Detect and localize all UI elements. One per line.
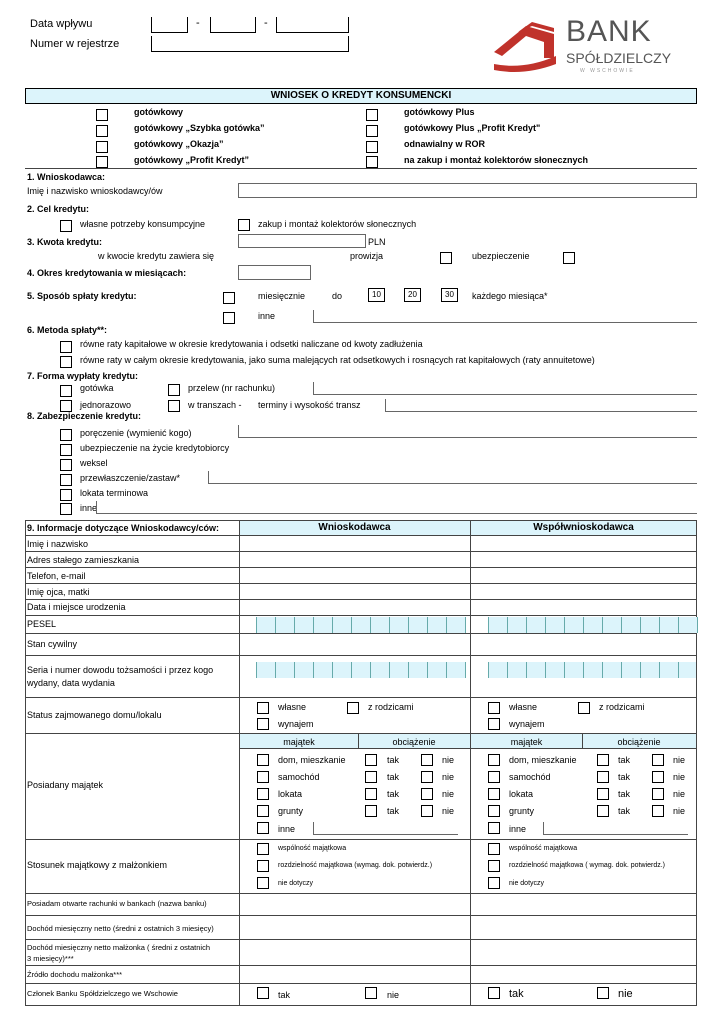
housing-parents-checkbox[interactable]: [347, 702, 359, 714]
housing-own-checkbox[interactable]: [257, 702, 269, 714]
row-label-phone: Telefon, e-mail: [27, 571, 86, 581]
asset-checkbox[interactable]: [257, 788, 269, 800]
housing-parents-checkbox-co[interactable]: [578, 702, 590, 714]
row-line: [25, 915, 697, 916]
nie-label: nie: [442, 789, 455, 799]
member-no-checkbox[interactable]: [365, 987, 377, 999]
nie-label-co: nie: [673, 806, 686, 816]
type-label: gotówkowy „Profit Kredyt”: [134, 155, 250, 165]
row-label-assets: Posiadany majątek: [27, 780, 104, 790]
type-checkbox[interactable]: [366, 109, 378, 121]
tak-label: tak: [387, 755, 400, 765]
asset-label-co: grunty: [509, 806, 535, 816]
each-month-label: każdego miesiąca*: [472, 291, 548, 301]
purpose-own-checkbox[interactable]: [60, 220, 72, 232]
row-line: [25, 965, 697, 966]
asset-label: grunty: [278, 806, 304, 816]
type-checkbox[interactable]: [96, 141, 108, 153]
assets-header-co: majątek: [510, 737, 543, 747]
asset-checkbox-co[interactable]: [488, 805, 500, 817]
tak-label-co: tak: [618, 806, 631, 816]
nie-label-co: nie: [673, 789, 686, 799]
tak-label-co: tak: [618, 755, 631, 765]
member-yes-label-co: tak: [509, 988, 524, 1000]
row-label-parents: Imię ojca, matki: [27, 587, 90, 597]
nie-checkbox-co[interactable]: [652, 788, 664, 800]
one-time-label: jednorazowo: [80, 400, 132, 410]
tak-checkbox[interactable]: [365, 805, 377, 817]
member-no-label: nie: [387, 990, 400, 1000]
purpose-own-label: własne potrzeby konsumpcyjne: [80, 219, 206, 229]
method-annuity-label: równe raty w całym okresie kredytowania, jako suma malejących rat odsetkowych i rosnących rat kapitałowych (raty annuitetowe): [80, 355, 595, 365]
row-line: [25, 655, 697, 656]
section-9-title: 9. Informacje dotyczące Wnioskodawcy/ców:: [27, 523, 220, 533]
row-label-name: Imię i nazwisko: [27, 539, 89, 549]
row-line: [25, 939, 697, 940]
tak-checkbox[interactable]: [365, 771, 377, 783]
row-label-pesel: PESEL: [27, 619, 57, 629]
housing-own-label: własne: [278, 702, 307, 712]
row-line: [25, 583, 697, 584]
asset-checkbox-co[interactable]: [488, 822, 500, 834]
type-label: odnawialny w ROR: [404, 139, 486, 149]
tak-checkbox-co[interactable]: [597, 788, 609, 800]
section-2-title: 2. Cel kredytu:: [27, 204, 90, 214]
tak-checkbox[interactable]: [365, 754, 377, 766]
applicant-name-label: Imię i nazwisko wnioskodawcy/ów: [27, 186, 163, 196]
id-number-input[interactable]: [256, 662, 466, 678]
asset-label-co: samochód: [509, 772, 551, 782]
col-divider: [239, 520, 240, 1006]
section-8-title: 8. Zabezpieczenie kredytu:: [27, 411, 142, 421]
row-label-spouse-income-source: Źródło dochodu małżonka***: [27, 970, 123, 979]
collateral-label: weksel: [80, 458, 108, 468]
type-label: na zakup i montaż kolektorów słonecznych: [404, 155, 589, 165]
member-yes-checkbox[interactable]: [257, 987, 269, 999]
monthly-checkbox[interactable]: [223, 292, 235, 304]
assets-header: majątek: [283, 737, 315, 747]
section-5-title: 5. Sposób spłaty kredytu:: [27, 291, 137, 301]
collateral-label: inne: [80, 503, 98, 513]
row-label-spouse-income-2: 3 miesięcy)***: [27, 954, 74, 963]
method-equal-capital-checkbox[interactable]: [60, 341, 72, 353]
type-label: gotówkowy „Okazja”: [134, 139, 224, 149]
day-30-option[interactable]: 30: [441, 288, 458, 302]
divider: [25, 168, 697, 169]
numer-rejestr-label: Numer w rejestrze: [30, 38, 120, 50]
repay-other-checkbox[interactable]: [223, 312, 235, 324]
housing-own-label-co: własne: [509, 702, 538, 712]
asset-label: samochód: [278, 772, 320, 782]
row-label-spouse-income: Dochód miesięczny netto małżonka ( średni z ostatnich: [27, 943, 211, 952]
tak-label-co: tak: [618, 772, 631, 782]
collateral-checkbox[interactable]: [60, 489, 72, 501]
insurance-label: ubezpieczenie: [472, 251, 530, 261]
logo-city-text: W WSCHOWIE: [580, 68, 635, 74]
tak-checkbox[interactable]: [365, 788, 377, 800]
tranches-input[interactable]: [385, 399, 697, 412]
logo-bank-text: BANK: [566, 15, 652, 48]
collateral-checkbox[interactable]: [60, 474, 72, 486]
collateral-label: poręczenie (wymienić kogo): [80, 428, 192, 438]
cash-checkbox[interactable]: [60, 385, 72, 397]
housing-rent-label: wynajem: [278, 719, 314, 729]
date-year-field[interactable]: [276, 17, 349, 33]
asset-other-input[interactable]: [313, 822, 458, 835]
logo-spoldzielczy-text: SPÓŁDZIELCZY: [566, 50, 672, 66]
separate-property-label-co: rozdzielność majątkowa ( wymag. dok. potwierdz.): [509, 862, 666, 869]
member-no-label-co: nie: [618, 988, 633, 1000]
page-title: WNIOSEK O KREDYT KONSUMENCKI: [270, 90, 452, 101]
nie-checkbox-co[interactable]: [652, 805, 664, 817]
row-label-marital-property: Stosunek majątkowy z małżonkiem: [27, 860, 168, 870]
cash-label: gotówka: [80, 383, 114, 393]
tak-label: tak: [387, 806, 400, 816]
row-label-bank-accounts: Posiadam otwarte rachunki w bankach (nazwa banku): [27, 899, 207, 908]
encumbrance-header-co: obciążenie: [617, 737, 661, 747]
section-6-title: 6. Metoda spłaty**:: [27, 325, 108, 335]
asset-label-co: dom, mieszkanie: [509, 755, 577, 765]
type-label: gotówkowy Plus: [404, 107, 475, 117]
type-checkbox[interactable]: [96, 156, 108, 168]
not-applicable-label-co: nie dotyczy: [509, 880, 545, 887]
asset-checkbox[interactable]: [257, 822, 269, 834]
not-applicable-label: nie dotyczy: [278, 880, 314, 887]
row-line: [25, 839, 697, 840]
pln-label: PLN: [368, 237, 386, 247]
repay-other-input[interactable]: [313, 310, 697, 323]
period-input[interactable]: [238, 265, 311, 280]
tak-label-co: tak: [618, 789, 631, 799]
nie-checkbox[interactable]: [421, 771, 433, 783]
id-number-input-co[interactable]: [488, 662, 696, 678]
nie-label-co: nie: [673, 755, 686, 765]
row-line: [25, 633, 697, 634]
numer-rejestr-field[interactable]: [151, 36, 349, 52]
section-3-title: 3. Kwota kredytu:: [27, 237, 103, 247]
asset-checkbox[interactable]: [257, 805, 269, 817]
commission-checkbox[interactable]: [440, 252, 452, 264]
not-applicable-checkbox[interactable]: [257, 877, 269, 889]
tak-label: tak: [387, 772, 400, 782]
housing-own-checkbox-co[interactable]: [488, 702, 500, 714]
asset-checkbox[interactable]: [257, 771, 269, 783]
collateral-label: lokata terminowa: [80, 488, 149, 498]
nie-label: nie: [442, 806, 455, 816]
type-label: gotówkowy: [134, 107, 183, 117]
collateral-checkbox[interactable]: [60, 444, 72, 456]
row-line: [25, 551, 697, 552]
row-label-housing: Status zajmowanego domu/lokalu: [27, 710, 162, 720]
day-10-option[interactable]: 10: [368, 288, 385, 302]
account-number-input[interactable]: [313, 382, 697, 395]
method-annuity-checkbox[interactable]: [60, 356, 72, 368]
row-label-id: Seria i numer dowodu tożsamości i przez kogo: [27, 665, 214, 675]
asset-label: lokata: [278, 789, 303, 799]
row-line: [25, 983, 697, 984]
row-line: [25, 599, 697, 600]
pledge-input[interactable]: [208, 471, 697, 484]
col-divider: [470, 520, 471, 1006]
collateral-checkbox[interactable]: [60, 503, 72, 515]
member-yes-checkbox-co[interactable]: [488, 987, 500, 999]
row-line: [25, 893, 697, 894]
row-line: [239, 748, 697, 749]
date-month-field[interactable]: [210, 17, 256, 33]
joint-property-checkbox-co[interactable]: [488, 843, 500, 855]
tak-checkbox-co[interactable]: [597, 771, 609, 783]
method-equal-capital-label: równe raty kapitałowe w okresie kredytowania i odsetki naliczane od kwoty zadłużenia: [80, 339, 423, 349]
asset-checkbox[interactable]: [257, 754, 269, 766]
nie-label: nie: [442, 755, 455, 765]
day-20-option[interactable]: 20: [404, 288, 421, 302]
housing-rent-checkbox[interactable]: [257, 718, 269, 730]
row-label-id-2: wydany, data wydania: [27, 678, 115, 688]
row-label-member: Członek Banku Spółdzielczego we Wschowie: [27, 989, 178, 998]
joint-property-label: wspólność majątkowa: [278, 845, 347, 852]
do-label: do: [332, 291, 343, 301]
housing-parents-label-co: z rodzicami: [599, 702, 645, 712]
asset-checkbox-co[interactable]: [488, 754, 500, 766]
separate-property-checkbox-co[interactable]: [488, 860, 500, 872]
nie-checkbox[interactable]: [421, 788, 433, 800]
applicant-name-input[interactable]: [238, 183, 697, 198]
asset-label: inne: [278, 824, 296, 834]
asset-other-input-co[interactable]: [543, 822, 688, 835]
transfer-label: przelew (nr rachunku): [188, 383, 276, 393]
tak-checkbox-co[interactable]: [597, 805, 609, 817]
nie-checkbox-co[interactable]: [652, 771, 664, 783]
data-wplywu-label: Data wpływu: [30, 18, 93, 30]
nie-checkbox[interactable]: [421, 754, 433, 766]
date-sep: -: [264, 17, 268, 29]
insurance-checkbox[interactable]: [563, 252, 575, 264]
joint-property-label-co: wspólność majątkowa: [509, 845, 578, 852]
collateral-checkbox[interactable]: [60, 459, 72, 471]
encumbrance-header: obciążenie: [392, 737, 436, 747]
row-line: [25, 535, 697, 536]
type-checkbox[interactable]: [366, 141, 378, 153]
member-yes-label: tak: [278, 990, 291, 1000]
row-line: [25, 697, 697, 698]
asset-checkbox-co[interactable]: [488, 788, 500, 800]
collateral-label: przewłaszczenie/zastaw*: [80, 473, 181, 483]
purpose-solar-label: zakup i montaż kolektorów słonecznych: [258, 219, 417, 229]
pesel-input[interactable]: [256, 617, 466, 633]
type-checkbox[interactable]: [366, 156, 378, 168]
asset-label: dom, mieszkanie: [278, 755, 346, 765]
nie-label: nie: [442, 772, 455, 782]
collateral-checkbox[interactable]: [60, 429, 72, 441]
row-label-address: Adres stałego zamieszkania: [27, 555, 140, 565]
tranches-checkbox[interactable]: [168, 400, 180, 412]
bank-logo-icon: [488, 12, 560, 80]
row-label-birth: Data i miejsce urodzenia: [27, 602, 126, 612]
joint-property-checkbox[interactable]: [257, 843, 269, 855]
section-1-title: 1. Wnioskodawca:: [27, 172, 106, 182]
amount-includes-label: w kwocie kredytu zawiera się: [98, 251, 215, 261]
monthly-label: miesięcznie: [258, 291, 306, 301]
type-checkbox[interactable]: [96, 109, 108, 121]
housing-parents-label: z rodzicami: [368, 702, 414, 712]
date-day-field[interactable]: [151, 17, 188, 33]
transfer-checkbox[interactable]: [168, 384, 180, 396]
pesel-input-co[interactable]: [488, 617, 698, 633]
nie-checkbox-co[interactable]: [652, 754, 664, 766]
separate-property-label: rozdzielność majątkowa (wymag. dok. potwierdz.): [278, 862, 433, 869]
not-applicable-checkbox-co[interactable]: [488, 877, 500, 889]
member-no-checkbox-co[interactable]: [597, 987, 609, 999]
commission-label: prowizja: [350, 251, 384, 261]
nie-label-co: nie: [673, 772, 686, 782]
asset-label-co: lokata: [509, 789, 534, 799]
type-label: gotówkowy Plus „Profit Kredyt": [404, 123, 541, 133]
purpose-solar-checkbox[interactable]: [238, 219, 250, 231]
tranches-label: w transzach -: [188, 400, 242, 410]
collateral-other-input[interactable]: [96, 501, 697, 514]
asset-checkbox-co[interactable]: [488, 771, 500, 783]
separate-property-checkbox[interactable]: [257, 860, 269, 872]
asset-label-co: inne: [509, 824, 527, 834]
row-label-income: Dochód miesięczny netto (średni z ostatnich 3 miesięcy): [27, 924, 214, 933]
tranches-terms-label: terminy i wysokość transz: [258, 400, 361, 410]
housing-rent-checkbox-co[interactable]: [488, 718, 500, 730]
row-label-civil: Stan cywilny: [27, 639, 78, 649]
repay-other-label: inne: [258, 311, 276, 321]
housing-rent-label-co: wynajem: [509, 719, 545, 729]
amount-input[interactable]: [238, 234, 366, 248]
type-checkbox[interactable]: [366, 125, 378, 137]
col-coapplicant: Współwnioskodawca: [533, 522, 634, 533]
type-checkbox[interactable]: [96, 125, 108, 137]
row-line: [25, 567, 697, 568]
nie-checkbox[interactable]: [421, 805, 433, 817]
collateral-label: ubezpieczenie na życie kredytobiorcy: [80, 443, 230, 453]
section-7-title: 7. Forma wypłaty kredytu:: [27, 371, 139, 381]
row-line: [25, 615, 697, 616]
date-sep: -: [196, 17, 200, 29]
tak-label: tak: [387, 789, 400, 799]
section-4-title: 4. Okres kredytowania w miesiącach:: [27, 268, 187, 278]
tak-checkbox-co[interactable]: [597, 754, 609, 766]
type-label: gotówkowy „Szybka gotówka”: [134, 123, 265, 133]
guarantor-input[interactable]: [238, 425, 697, 438]
col-applicant: Wnioskodawca: [318, 522, 391, 533]
